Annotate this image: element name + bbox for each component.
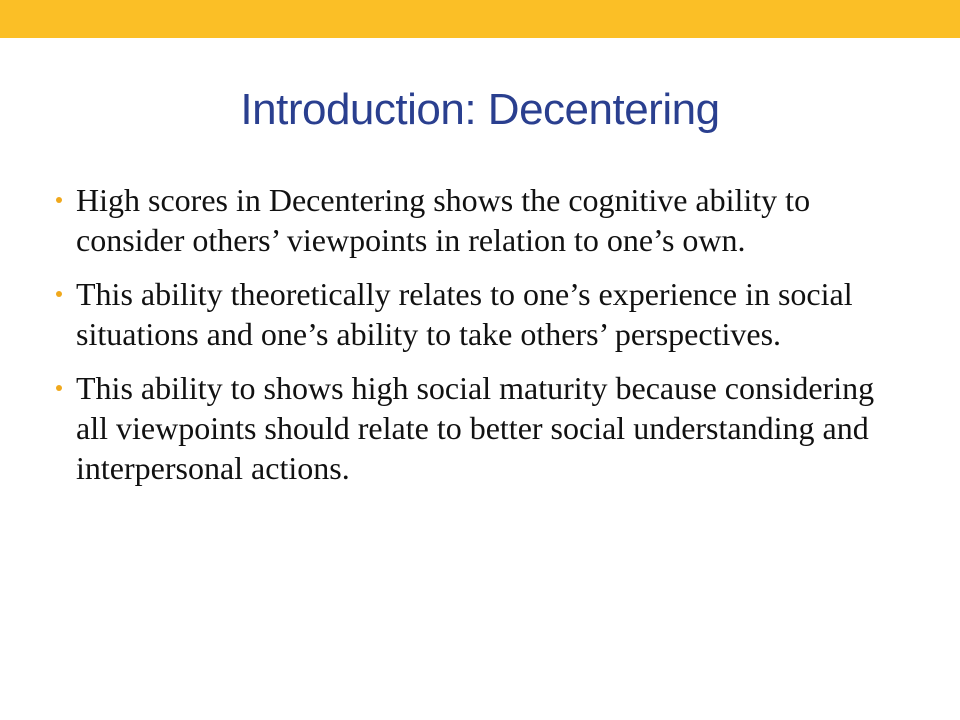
bullet-item bbox=[56, 368, 906, 488]
bullet-list bbox=[56, 180, 906, 502]
slide-title: Introduction: Decentering bbox=[240, 85, 720, 134]
bullet-text: This ability to shows high social maturity because considering all viewpoints should relate to better social understanding and interpersonal actions. bbox=[76, 370, 875, 486]
bullet-item bbox=[56, 180, 906, 260]
bullet-text: This ability theoretically relates to one’s experience in social situations and one’s ability to take others’ perspectives. bbox=[76, 276, 853, 352]
bullet-dot-icon bbox=[56, 385, 62, 391]
bullet-text: High scores in Decentering shows the cognitive ability to consider others’ viewpoints in relation to one’s own. bbox=[76, 182, 811, 258]
bullet-item bbox=[56, 274, 906, 354]
top-accent-bar bbox=[0, 0, 960, 38]
bullet-dot-icon bbox=[56, 197, 62, 203]
bullet-dot-icon bbox=[56, 291, 62, 297]
